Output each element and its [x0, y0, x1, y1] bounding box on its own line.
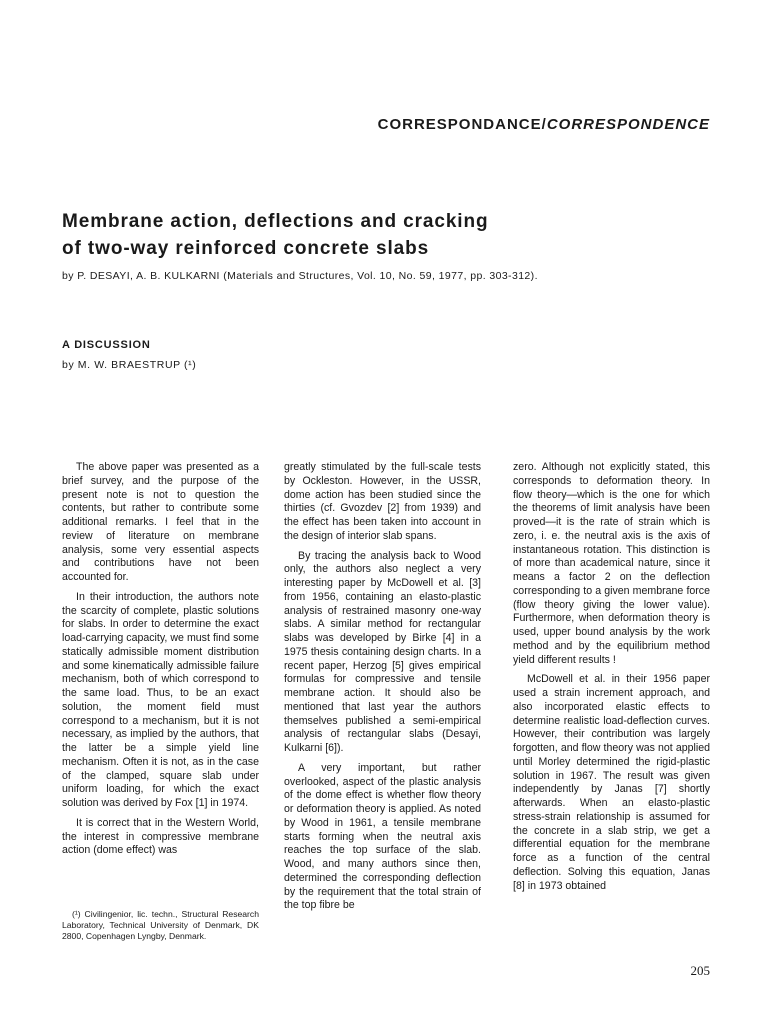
paragraph: By tracing the analysis back to Wood only, the authors also neglect a very interesting paper by McDowell et al. [3] from 1956, containing an elasto-plastic analysis of restrained masonry one-way slabs. A similar method for rectangular slabs was developed by Birke [4] in a 1975 thesis containing design charts. In a recent paper, Herzog [5] gives empirical formulas for compressive and tensile membrane action. It should also be mentioned that last year the authors themselves published a semi-empirical analysis of rectangular slabs (Desayi, Kulkarni [6]).: [284, 549, 481, 754]
discussion-heading: A DISCUSSION: [62, 339, 151, 351]
paragraph: zero. Although not explicitly stated, this corresponds to deformation theory. In flow theory—which is the one for which the theorems of limit analysis have been proved—it is the rate of strain which is zero, i. e. the neutral axis is the axis of instantaneous rotation. This distinction is of more than academical nature, since it means a factor 2 on the deflection corresponding to a given membrane force (flow theory giving the lower value). Furthermore, when deformation theory is used, upper bound analysis by the work method and by the equilibrium method yield different results !: [513, 461, 710, 666]
discussion-author: by M. W. BRAESTRUP (¹): [62, 359, 197, 371]
text-column-1: [62, 461, 259, 864]
paragraph: The above paper was presented as a brief survey, and the purpose of the present note is not to question the contents, but rather to contribute some additional remarks. I feel that in the review of literature on membrane analysis, some very essential aspects and contributions have not been accounted for.: [62, 461, 259, 583]
paragraph: In their introduction, the authors note the scarcity of complete, plastic solutions for slabs. In order to determine the exact load-carrying capacity, we must find some statically admissible moment distribution and some kinematically admissible failure mechanism, both of which correspond to the same load. Thus, to be an exact solution, the moment field must correspond to a mechanism, but it is not necessary, as implied by the authors, that the latter be a simple yield line mechanism. Often it is not, as in the case of the clamped, square slab under uniform loading, for which the exact solution was derived by Fox [1] in 1974.: [62, 590, 259, 809]
article-title: [62, 208, 622, 262]
article-title-line-2: of two-way reinforced concrete slabs: [62, 238, 430, 259]
paragraph: It is correct that in the Western World, the interest in compressive membrane action (dome effect) was: [62, 816, 259, 857]
section-title-en: CORRESPONDANCE/: [377, 116, 547, 133]
footnote: [62, 909, 259, 942]
article-byline: by P. DESAYI, A. B. KULKARNI (Materials and Structures, Vol. 10, No. 59, 1977, pp. 303-312).: [62, 270, 538, 282]
section-header: [378, 116, 710, 133]
paragraph: greatly stimulated by the full-scale tests by Ockleston. However, in the USSR, dome action has been studied since the thirties (cf. Gvozdev [2] from 1939) and the effect has been taken into account in the design of interior slab spans.: [284, 461, 481, 542]
section-title-fr: CORRESPONDENCE: [546, 116, 710, 133]
article-title-line-1: Membrane action, deflections and cracking: [62, 211, 489, 232]
footnote-text: (¹) Civilingenior, lic. techn., Structural Research Laboratory, Technical University of Denmark, DK 2800, Copenhagen Lyngby, Denmark.: [62, 909, 259, 941]
text-column-2: [284, 461, 481, 919]
paragraph: McDowell et al. in their 1956 paper used a strain increment approach, and also incorporated elastic effects to determine realistic load-deflection curves. However, their contribution was largely forgotten, and flow theory was not applied until Morley determined the rigid-plastic solution in 1967. The result was given independently by Janas [7] shortly afterwards. When an elasto-plastic stress-strain relationship is assumed for the concrete in a slab strip, we get a differential equation for the membrane force as a function of the central deflection. Solving this equation, Janas [8] in 1973 obtained: [513, 673, 710, 892]
page-number: 205: [690, 963, 710, 978]
paragraph: A very important, but rather overlooked, aspect of the plastic analysis of the dome effect is whether flow theory or deformation theory is applied. As noted by Wood in 1961, a tensile membrane starts forming when the neutral axis reaches the top surface of the slab. Wood, and many authors since then, determined the corresponding deflection by the requirement that the total strain of the top fibre be: [284, 761, 481, 912]
text-column-3: [513, 461, 710, 899]
